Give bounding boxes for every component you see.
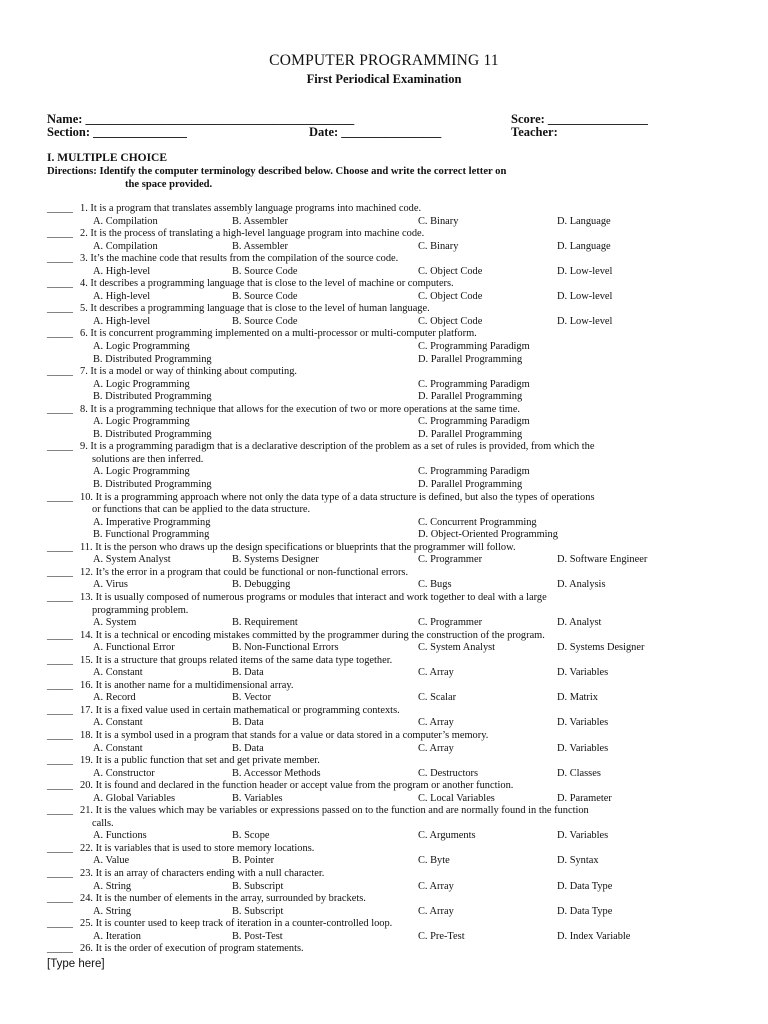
question-line: [47, 630, 727, 643]
options-row: [47, 667, 727, 680]
question-text: It is concurrent programming implemented on a multi-processor or multi-computer platform.: [90, 328, 477, 340]
answer-option: D. Analyst: [557, 617, 602, 629]
answer-option: C. Programming Paradigm: [418, 341, 530, 353]
answer-option: D. Parameter: [557, 792, 612, 804]
answer-blank[interactable]: _____: [47, 805, 73, 817]
question-item: [47, 805, 727, 843]
question-text: It is a structure that groups related items of the same data type together.: [95, 654, 393, 666]
question-text: It is a fixed value used in certain mathematical or programming contexts.: [95, 704, 400, 716]
answer-option: C. Concurrent Programming: [418, 516, 537, 528]
teacher-field[interactable]: Teacher:: [511, 125, 558, 139]
answer-option: A. String: [93, 880, 132, 892]
question-line: [47, 441, 727, 454]
answer-blank[interactable]: _____: [47, 629, 73, 641]
answer-option: B. Assembler: [232, 215, 288, 227]
answer-option: C. Array: [418, 880, 454, 892]
question-number: 20.: [80, 780, 96, 792]
question-text: It’s the machine code that results from the compilation of the source code.: [90, 253, 399, 265]
answer-option: D. Low-level: [557, 290, 613, 302]
options-row: [47, 793, 727, 806]
directions-line: the space provided.: [125, 178, 213, 190]
question-line: [47, 542, 727, 555]
question-item: [47, 303, 727, 328]
options-row: [47, 466, 727, 479]
answer-option: D. Index Variable: [557, 930, 631, 942]
answer-blank[interactable]: _____: [47, 441, 73, 453]
question-text: It is the order of execution of program statements.: [95, 943, 304, 955]
answer-option: B. Subscript: [232, 880, 284, 892]
answer-blank[interactable]: _____: [47, 566, 73, 578]
question-item: [47, 328, 727, 366]
question-text: It is a programming approach where not only the data type of a data structure is defined, but also the types of operations: [95, 491, 595, 503]
question-item: [47, 228, 727, 253]
question-line: [47, 705, 727, 718]
question-line: [47, 228, 727, 241]
answer-option: B. Source Code: [232, 290, 298, 302]
answer-option: A. Imperative Programming: [93, 516, 211, 528]
question-text-continued: calls.: [92, 817, 114, 829]
answer-blank[interactable]: _____: [47, 679, 73, 691]
answer-option: A. System: [93, 617, 137, 629]
answer-option: D. Analysis: [557, 579, 606, 591]
question-text: It is variables that is used to store memory locations.: [95, 842, 315, 854]
question-item: [47, 705, 727, 730]
answer-blank[interactable]: _____: [47, 328, 73, 340]
options-row: [47, 429, 727, 442]
question-line: [47, 366, 727, 379]
question-text-continued: programming problem.: [92, 604, 189, 616]
answer-option: B. Functional Programming: [93, 529, 210, 541]
question-line: [47, 203, 727, 216]
question-item: [47, 655, 727, 680]
question-item: [47, 780, 727, 805]
answer-option: B. Pointer: [232, 855, 275, 867]
answer-blank[interactable]: _____: [47, 491, 73, 503]
answer-option: D. Matrix: [557, 692, 598, 704]
answer-option: A. System Analyst: [93, 554, 171, 566]
question-number: 13.: [80, 591, 96, 603]
answer-option: D. Variables: [557, 742, 609, 754]
question-list: [47, 203, 727, 956]
answer-option: D. Object-Oriented Programming: [418, 529, 558, 541]
answer-option: C. Pre-Test: [418, 930, 465, 942]
answer-option: A. Compilation: [93, 240, 158, 252]
answer-option: A. Logic Programming: [93, 378, 190, 390]
answer-option: B. Distributed Programming: [93, 353, 212, 365]
question-number: 19.: [80, 755, 96, 767]
answer-option: B. Requirement: [232, 617, 298, 629]
answer-blank[interactable]: _____: [47, 918, 73, 930]
question-line: [47, 893, 727, 906]
question-text: It is a programming paradigm that is a declarative description of the problem as a set of rules is provided, from which the: [90, 441, 595, 453]
answer-blank[interactable]: _____: [47, 943, 73, 955]
answer-option: B. Variables: [232, 792, 283, 804]
answer-option: A. Global Variables: [93, 792, 176, 804]
question-number: 16.: [80, 679, 96, 691]
answer-option: D. Parallel Programming: [418, 391, 523, 403]
answer-option: C. Array: [418, 667, 454, 679]
answer-option: B. Subscript: [232, 905, 284, 917]
question-number: 7.: [80, 366, 91, 378]
question-item: [47, 755, 727, 780]
answer-option: C. Object Code: [418, 265, 483, 277]
answer-option: A. Constant: [93, 717, 143, 729]
answer-option: B. Scope: [232, 830, 270, 842]
question-line: [47, 253, 727, 266]
answer-blank[interactable]: _____: [47, 654, 73, 666]
answer-option: A. String: [93, 905, 132, 917]
question-line: [47, 680, 727, 693]
question-line: [47, 592, 727, 605]
question-number: 10.: [80, 491, 96, 503]
question-item: [47, 278, 727, 303]
answer-option: C. Array: [418, 717, 454, 729]
answer-option: A. High-level: [93, 290, 151, 302]
date-field[interactable]: Date: ________________: [309, 125, 442, 139]
answer-option: B. Data: [232, 742, 264, 754]
answer-option: B. Source Code: [232, 315, 298, 327]
answer-blank[interactable]: _____: [47, 541, 73, 553]
question-text: It is a program that translates assembly language programs into machined code.: [90, 203, 422, 214]
answer-option: D. Parallel Programming: [418, 428, 523, 440]
answer-blank[interactable]: _____: [47, 704, 73, 716]
answer-option: B. Vector: [232, 692, 272, 704]
question-item: [47, 918, 727, 943]
question-number: 3.: [80, 253, 91, 265]
answer-option: D. Classes: [557, 767, 601, 779]
answer-option: A. Virus: [93, 579, 128, 591]
question-line: [47, 918, 727, 931]
answer-blank[interactable]: _____: [47, 228, 73, 240]
score-field[interactable]: Score: ________________: [511, 112, 648, 126]
answer-option: B. Distributed Programming: [93, 428, 212, 440]
question-text: It is the process of translating a high-level language program into machine code.: [90, 228, 425, 240]
options-row: [47, 479, 727, 492]
name-field[interactable]: Name: ___________________________________________: [47, 112, 355, 126]
section-field[interactable]: Section: _______________: [47, 125, 187, 139]
question-text: It is the number of elements in the array, surrounded by brackets.: [95, 893, 366, 905]
options-row: [47, 216, 727, 229]
answer-option: A. Value: [93, 855, 130, 867]
answer-option: B. Debugging: [232, 579, 291, 591]
options-row: [47, 830, 727, 843]
document-subtitle: First Periodical Examination: [306, 72, 462, 86]
question-number: 5.: [80, 303, 91, 315]
question-number: 12.: [80, 566, 96, 578]
question-number: 9.: [80, 441, 91, 453]
answer-blank[interactable]: _____: [47, 591, 73, 603]
answer-option: D. Language: [557, 215, 611, 227]
question-line: [47, 328, 727, 341]
answer-option: A. Constant: [93, 742, 143, 754]
options-row: [47, 379, 727, 392]
answer-option: C. Object Code: [418, 315, 483, 327]
answer-option: C. Arguments: [418, 830, 476, 842]
answer-option: B. Systems Designer: [232, 554, 319, 566]
options-row: [47, 743, 727, 756]
question-number: 21.: [80, 805, 96, 817]
options-row: [47, 316, 727, 329]
options-row: [47, 341, 727, 354]
question-number: 18.: [80, 729, 96, 741]
answer-blank[interactable]: _____: [47, 842, 73, 854]
options-row: [47, 931, 727, 944]
question-number: 11.: [80, 541, 96, 553]
question-line: [47, 843, 727, 856]
question-text: It is an array of characters ending with a null character.: [95, 867, 325, 879]
question-text: It is usually composed of numerous programs or modules that interact and work together to deal with a large: [95, 591, 547, 603]
question-number: 24.: [80, 893, 96, 905]
options-row: [47, 529, 727, 542]
options-row: [47, 768, 727, 781]
options-row: [47, 266, 727, 279]
answer-option: C. Binary: [418, 240, 459, 252]
answer-option: D. Systems Designer: [557, 642, 645, 654]
answer-option: C. Destructors: [418, 767, 479, 779]
answer-option: A. Functions: [93, 830, 147, 842]
question-line: [47, 943, 727, 956]
options-row: [47, 354, 727, 367]
answer-option: C. Programmer: [418, 617, 483, 629]
answer-blank[interactable]: _____: [47, 755, 73, 767]
answer-option: C. Array: [418, 905, 454, 917]
answer-blank[interactable]: _____: [47, 366, 73, 378]
question-line: [47, 492, 727, 505]
question-text: It is a public function that set and get private member.: [95, 755, 320, 767]
answer-blank[interactable]: _____: [47, 780, 73, 792]
question-text: It describes a programming language that is close to the level of human language.: [90, 303, 430, 315]
answer-option: B. Assembler: [232, 240, 288, 252]
document-title: COMPUTER PROGRAMMING 11: [269, 52, 499, 69]
options-row: [47, 881, 727, 894]
answer-option: A. Logic Programming: [93, 416, 190, 428]
question-item: [47, 492, 727, 542]
answer-option: A. Constructor: [93, 767, 155, 779]
answer-blank[interactable]: _____: [47, 303, 73, 315]
answer-option: D. Syntax: [557, 855, 599, 867]
question-line: [47, 868, 727, 881]
directions-line: Directions: Identify the computer terminology described below. Choose and write the correct letter on: [47, 166, 507, 177]
answer-option: A. Compilation: [93, 215, 158, 227]
answer-option: D. Data Type: [557, 880, 613, 892]
answer-option: C. Programming Paradigm: [418, 466, 530, 478]
answer-blank[interactable]: _____: [47, 403, 73, 415]
answer-option: C. Byte: [418, 855, 450, 867]
answer-option: A. Constant: [93, 667, 143, 679]
question-text: It is a model or way of thinking about computing.: [90, 366, 298, 378]
question-number: 23.: [80, 867, 96, 879]
answer-blank[interactable]: _____: [47, 729, 73, 741]
answer-option: B. Non-Functional Errors: [232, 642, 339, 654]
question-line: [47, 805, 727, 818]
options-row: [47, 517, 727, 530]
options-row: [47, 906, 727, 919]
section-heading: I. MULTIPLE CHOICE: [47, 152, 168, 164]
answer-option: D. Data Type: [557, 905, 613, 917]
question-number: 2.: [80, 228, 91, 240]
question-item: [47, 253, 727, 278]
answer-option: A. High-level: [93, 265, 151, 277]
answer-option: A. High-level: [93, 315, 151, 327]
answer-option: A. Record: [93, 692, 136, 704]
question-number: 26.: [80, 943, 96, 955]
question-item: [47, 567, 727, 592]
answer-option: C. Programmer: [418, 554, 483, 566]
answer-option: B. Accessor Methods: [232, 767, 321, 779]
question-text: It is found and declared in the function header or accept value from the program or another function.: [95, 780, 514, 792]
answer-blank[interactable]: _____: [47, 893, 73, 905]
question-text: It is a technical or encoding mistakes committed by the programmer during the construction of the program.: [95, 629, 545, 641]
question-number: 25.: [80, 918, 96, 930]
question-text-continued: solutions are then inferred.: [92, 453, 204, 465]
question-number: 22.: [80, 842, 96, 854]
question-text: It is another name for a multidimensional array.: [95, 679, 294, 691]
question-number: 1.: [80, 203, 91, 214]
answer-option: C. Programming Paradigm: [418, 416, 530, 428]
question-text: It is the values which may be variables or expressions passed on to the function and are normally found in the function: [95, 805, 589, 817]
answer-option: D. Variables: [557, 717, 609, 729]
answer-option: B. Data: [232, 717, 264, 729]
question-number: 4.: [80, 278, 91, 290]
answer-option: B. Distributed Programming: [93, 391, 212, 403]
question-number: 14.: [80, 629, 96, 641]
answer-option: C. Local Variables: [418, 792, 495, 804]
question-item: [47, 868, 727, 893]
question-item: [47, 404, 727, 442]
question-line: [47, 303, 727, 316]
options-row: [47, 579, 727, 592]
answer-option: D. Variables: [557, 830, 609, 842]
options-row: [47, 717, 727, 730]
answer-option: C. Scalar: [418, 692, 457, 704]
answer-option: B. Data: [232, 667, 264, 679]
answer-option: A. Logic Programming: [93, 466, 190, 478]
answer-option: C. Programming Paradigm: [418, 378, 530, 390]
question-item: [47, 441, 727, 491]
answer-blank[interactable]: _____: [47, 253, 73, 265]
options-row: [47, 617, 727, 630]
answer-blank[interactable]: _____: [47, 278, 73, 290]
question-number: 6.: [80, 328, 91, 340]
question-item: [47, 542, 727, 567]
answer-blank[interactable]: _____: [47, 203, 73, 214]
answer-option: B. Post-Test: [232, 930, 283, 942]
question-line: [47, 278, 727, 291]
question-item: [47, 680, 727, 705]
options-row: [47, 692, 727, 705]
question-text: It’s the error in a program that could be functional or non-functional errors.: [95, 566, 409, 578]
answer-option: B. Source Code: [232, 265, 298, 277]
question-text: It is the person who draws up the design specifications or blueprints that the programmer will follow.: [95, 541, 516, 553]
answer-option: D. Low-level: [557, 315, 613, 327]
footer-placeholder: [Type here]: [47, 958, 105, 970]
options-row: [47, 416, 727, 429]
options-row: [47, 642, 727, 655]
answer-option: D. Low-level: [557, 265, 613, 277]
options-row: [47, 241, 727, 254]
question-item: [47, 730, 727, 755]
question-line: [47, 567, 727, 580]
question-line: [47, 755, 727, 768]
answer-option: C. Array: [418, 742, 454, 754]
answer-option: D. Variables: [557, 667, 609, 679]
answer-option: B. Distributed Programming: [93, 479, 212, 491]
question-text: It describes a programming language that is close to the level of machine or computers.: [90, 278, 454, 290]
question-item: [47, 630, 727, 655]
answer-option: A. Iteration: [93, 930, 141, 942]
directions: [47, 166, 647, 191]
answer-option: A. Functional Error: [93, 642, 175, 654]
question-number: 8.: [80, 403, 91, 415]
question-text: It is a programming technique that allows for the execution of two or more operations at the same time.: [90, 403, 521, 415]
answer-option: C. Bugs: [418, 579, 452, 591]
question-item: [47, 893, 727, 918]
question-text: It is counter used to keep track of iteration in a counter-controlled loop.: [95, 918, 393, 930]
options-row: [47, 391, 727, 404]
question-text: It is a symbol used in a program that stands for a value or data stored in a computer’s memory.: [95, 729, 489, 741]
question-item: [47, 203, 727, 228]
answer-option: C. Object Code: [418, 290, 483, 302]
question-line: [47, 404, 727, 417]
answer-blank[interactable]: _____: [47, 867, 73, 879]
question-number: 15.: [80, 654, 96, 666]
question-line: [47, 730, 727, 743]
answer-option: D. Software Engineer: [557, 554, 648, 566]
options-row: [47, 291, 727, 304]
options-row: [47, 554, 727, 567]
answer-option: C. System Analyst: [418, 642, 496, 654]
question-item: [47, 366, 727, 404]
question-item: [47, 592, 727, 630]
options-row: [47, 855, 727, 868]
answer-option: D. Parallel Programming: [418, 353, 523, 365]
question-item: [47, 843, 727, 868]
answer-option: A. Logic Programming: [93, 341, 190, 353]
question-item: [47, 943, 727, 956]
answer-option: D. Language: [557, 240, 611, 252]
answer-option: C. Binary: [418, 215, 459, 227]
answer-option: D. Parallel Programming: [418, 479, 523, 491]
question-line: [47, 655, 727, 668]
question-line: [47, 780, 727, 793]
question-text-continued: or functions that can be applied to the data structure.: [92, 504, 311, 516]
question-number: 17.: [80, 704, 96, 716]
